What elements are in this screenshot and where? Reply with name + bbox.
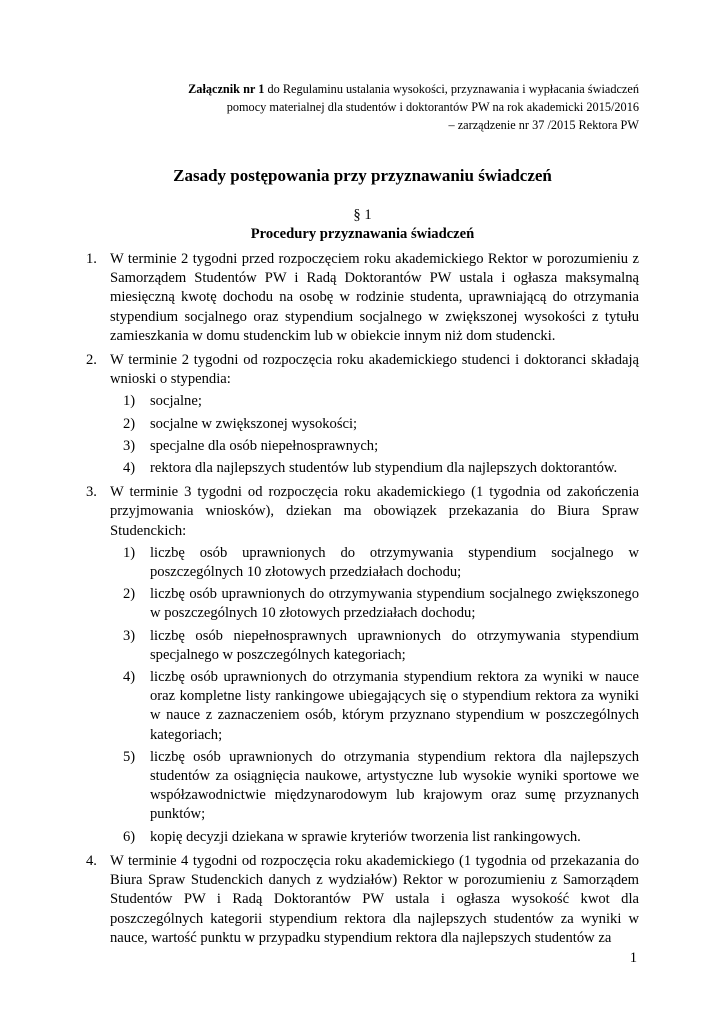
procedure-list (86, 250, 639, 953)
header-line-3: – zarządzenie nr 37 /2015 Rektora PW (448, 118, 639, 132)
sub-item-text: liczbę osób uprawnionych do otrzymania stypendium rektora dla najlepszych studentów za osiągnięcia naukowe, artystyczne lub wysokie wyniki sportowe we współzawodnictwie międzynarodowym lub krajowym oraz sumę przyznanych punktów; (150, 748, 639, 823)
item-number: 3. (86, 484, 97, 501)
sub-item-text: liczbę osób uprawnionych do otrzymywania stypendium socjalnego zwiększonego w poszczególnych 10 złotowych przedziałach dochodu; (150, 586, 639, 622)
page-number: 1 (629, 950, 637, 966)
attachment-header (119, 80, 639, 134)
sub-item-text: socjalne; (150, 393, 202, 410)
sub-item-text: rektora dla najlepszych studentów lub stypendium dla najlepszych doktorantów. (150, 460, 618, 477)
section-symbol: § 1 (353, 207, 372, 223)
sub-item-number: 3) (123, 437, 136, 454)
header-attachment-label: Załącznik nr 1 (188, 82, 265, 96)
sub-item (115, 392, 639, 411)
sub-item-text: kopię decyzji dziekana w sprawie kryteriów tworzenia list rankingowych. (150, 828, 581, 845)
item-number: 1. (86, 251, 97, 267)
sub-item-text: specjalne dla osób niepełnosprawnych; (150, 437, 379, 454)
sub-item (115, 668, 639, 745)
list-item (86, 351, 639, 478)
sub-item-number: 1) (123, 393, 136, 410)
item-number: 2. (86, 352, 97, 369)
header-line-2: pomocy materialnej dla studentów i doktorantów PW na rok akademicki 2015/2016 (226, 100, 639, 114)
sub-item-number: 5) (123, 748, 136, 765)
item-text: W terminie 2 tygodni przed rozpoczęciem roku akademickiego Rektor w porozumieniu z Samorządem Studentów PW i Radą Doktorantów PW ustala i ogłasza maksymalną miesięczną kwotę dochodu na osobę w rodzinie studenta, uprawniającą do otrzymania stypendium socjalnego oraz stypendium socjalnego w zwiększonej wysokości z tytułu zamieszkania w domu studenckim lub w obiekcie innym niż dom studencki. (110, 251, 639, 344)
sub-item (115, 748, 639, 825)
sub-item-text: liczbę osób niepełnosprawnych uprawnionych do otrzymywania stypendium specjalnego w poszczególnych kategoriach; (150, 627, 639, 663)
sub-list (110, 544, 639, 847)
header-line-1 (119, 80, 639, 98)
sub-item (115, 627, 639, 665)
section-title: Procedury przyznawania świadczeń (250, 226, 475, 242)
sub-item (115, 585, 639, 623)
sub-item-text: socjalne w zwiększonej wysokości; (150, 415, 358, 432)
sub-item-number: 1) (123, 544, 136, 561)
sub-item-number: 4) (123, 460, 136, 477)
document-title: Zasady postępowania przy przyznawaniu świadczeń (173, 166, 552, 185)
sub-item-number: 6) (123, 828, 136, 845)
list-item (86, 852, 639, 948)
sub-item-number: 3) (123, 627, 136, 644)
sub-list (110, 392, 639, 478)
item-text: W terminie 3 tygodni od rozpoczęcia roku akademickiego (1 tygodnia od zakończenia przyjmowania wniosków), dziekan ma obowiązek przekazania do Biura Spraw Studenckich: (110, 484, 639, 539)
sub-item-number: 2) (123, 415, 136, 432)
sub-item (115, 437, 639, 456)
sub-item (115, 828, 639, 847)
sub-item-text: liczbę osób uprawnionych do otrzymania stypendium rektora za wyniki w nauce oraz kompletne listy rankingowe ubiegających się o stypendium rektora za wyniki w nauce z zaznaczeniem osób, którym przyznano stypendium w poszczególnych kategoriach; (150, 669, 639, 743)
item-number: 4. (86, 852, 97, 869)
sub-item-text: liczbę osób uprawnionych do otrzymywania stypendium socjalnego w poszczególnych 10 złotowych przedziałach dochodu; (150, 544, 639, 581)
header-line-1-rest: do Regulaminu ustalania wysokości, przyznawania i wypłacania świadczeń (264, 82, 639, 96)
sub-item-number: 4) (123, 669, 136, 686)
item-text: W terminie 2 tygodni od rozpoczęcia roku akademickiego studenci i doktoranci składają wnioski o stypendia: (110, 352, 639, 388)
sub-item-number: 2) (123, 586, 136, 603)
list-item (86, 483, 639, 847)
sub-item (115, 459, 639, 478)
list-item (86, 250, 639, 346)
item-text: W terminie 4 tygodni od rozpoczęcia roku akademickiego (1 tygodnia od przekazania do Biura Spraw Studenckich danych z wydziałów) Rektor w porozumieniu z Samorządem Studentów PW i Radą Doktorantów PW ustala i ogłasza wysokość kwot dla poszczególnych kategorii stypendium rektora dla najlepszych studentów za wyniki w nauce, wartość punktu w przypadku stypendium rektora dla najlepszych studentów za (110, 852, 639, 946)
sub-item (115, 415, 639, 434)
sub-item (115, 544, 639, 582)
